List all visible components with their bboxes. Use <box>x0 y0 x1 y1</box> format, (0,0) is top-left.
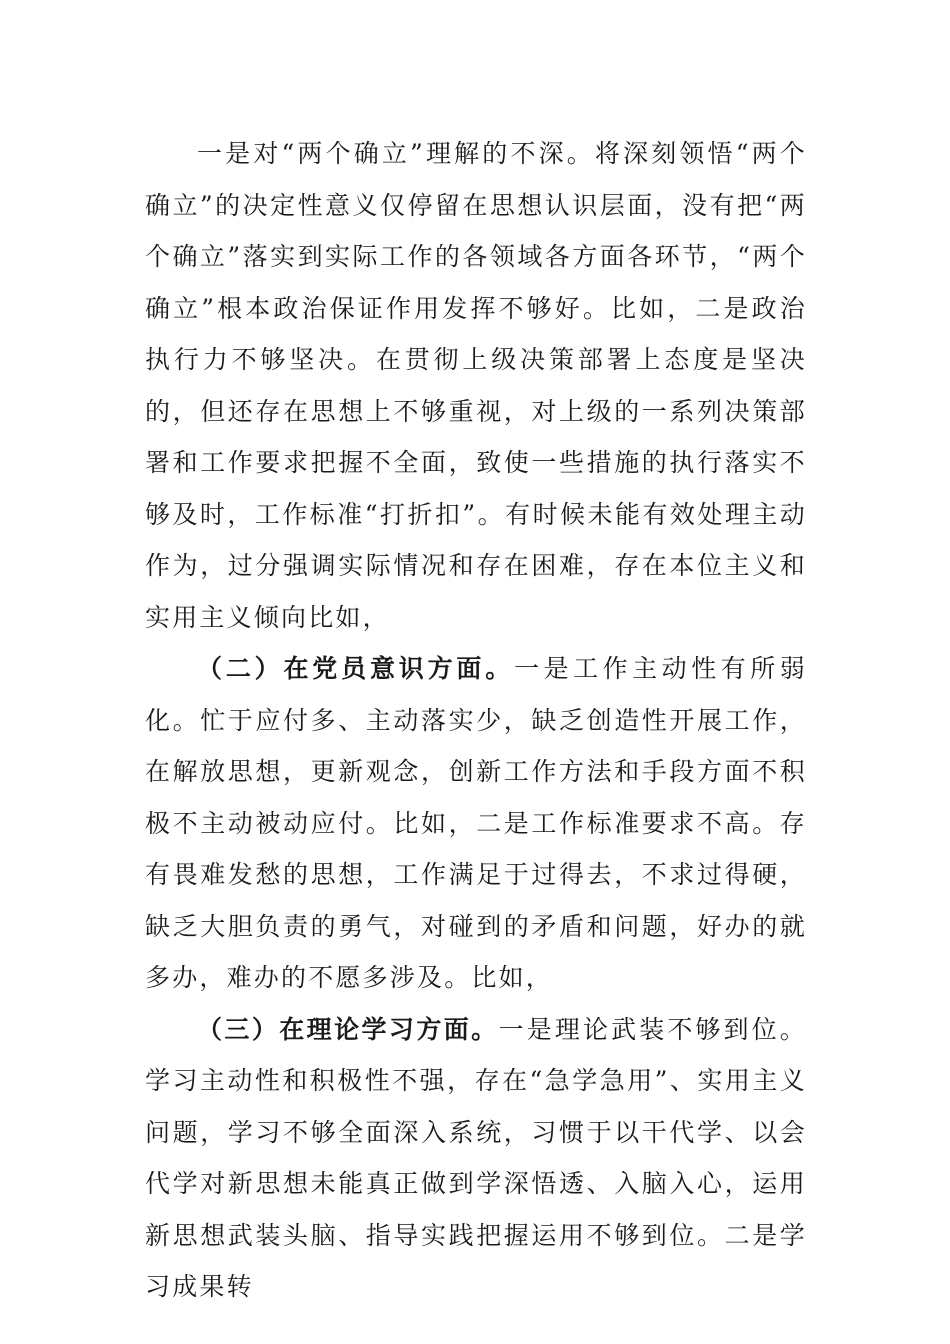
paragraph-3-heading: （三）在理论学习方面。 <box>197 1014 499 1044</box>
paragraph-3 <box>145 1004 807 1313</box>
paragraph-1-text: 一是对“两个确立”理解的不深。将深刻领悟“两个确立”的决定性意义仅停留在思想认识层面，没有把“两个确立”落实到实际工作的各领域各方面各环节，“两个确立”根本政治保证作用发挥不够好。比如，二是政治执行力不够坚决。在贯彻上级决策部署上态度是坚决的，但还存在思想上不够重视，对上级的一系列决策部署和工作要求把握不全面，致使一些措施的执行落实不够及时，工作标准“打折扣”。有时候未能有效处理主动作为，过分强调实际情况和存在困难，存在本位主义和实用主义倾向比如， <box>145 139 807 632</box>
paragraph-2 <box>145 643 807 1004</box>
paragraph-2-heading: （二）在党员意识方面。 <box>197 654 515 683</box>
document-page <box>145 128 807 1313</box>
paragraph-2-text: 一是工作主动性有所弱化。忙于应付多、主动落实少，缺乏创造性开展工作，在解放思想，更新观念，创新工作方法和手段方面不积极不主动被动应付。比如，二是工作标准要求不高。存有畏难发愁的思想，工作满足于过得去，不求过得硬，缺乏大胆负责的勇气，对碰到的矛盾和问题，好办的就多办，难办的不愿多涉及。比如， <box>145 654 807 992</box>
paragraph-1 <box>145 128 807 643</box>
paragraph-3-text: 一是理论武装不够到位。学习主动性和积极性不强，存在“急学急用”、实用主义问题，学习不够全面深入系统，习惯于以干代学、以会代学对新思想未能真正做到学深悟透、入脑入心，运用新思想武装头脑、指导实践把握运用不够到位。二是学习成果转 <box>145 1014 807 1301</box>
